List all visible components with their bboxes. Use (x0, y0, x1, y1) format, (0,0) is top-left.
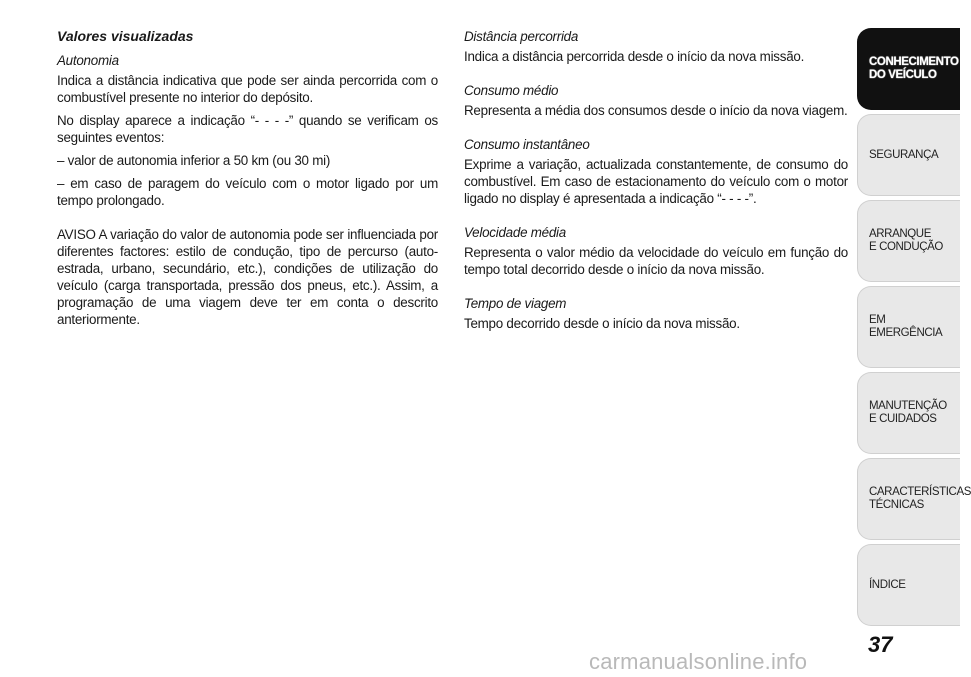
tab-label: MANUTENÇÃO E CUIDADOS (869, 400, 947, 425)
right-column (464, 28, 848, 349)
velocidade-media-heading: Velocidade média (464, 225, 566, 240)
left-column (57, 28, 438, 334)
tab-label: ÍNDICE (869, 578, 906, 591)
tab-label: ARRANQUE E CONDUÇÃO (869, 228, 943, 253)
tab-em-emergencia[interactable] (857, 286, 960, 368)
tab-caracteristicas-tecnicas[interactable] (857, 458, 971, 540)
tab-label: CARACTERÍSTICAS TÉCNICAS (869, 486, 971, 511)
tab-label: CONHECIMENTO DO VEÍCULO (869, 56, 959, 81)
page-number: 37 (868, 632, 893, 657)
consumo-medio-text: Representa a média dos consumos desde o início da nova viagem. (464, 103, 848, 118)
velocidade-media-block (464, 224, 848, 278)
tempo-viagem-heading: Tempo de viagem (464, 296, 567, 311)
chapter-tabs (857, 28, 971, 630)
velocidade-media-text: Representa o valor médio da velocidade do veículo em função do tempo total decorrido desde o início da nova missão. (464, 245, 848, 277)
tab-label: EM EMERGÊNCIA (869, 314, 943, 339)
tab-seguranca[interactable] (857, 114, 960, 196)
autonomia-paragraph-2: No display aparece a indicação “- - - -” quando se verificam os seguintes eventos: (57, 113, 438, 145)
tab-manutencao-e-cuidados[interactable] (857, 372, 960, 454)
consumo-instantaneo-text: Exprime a variação, actualizada constantemente, de consumo do combustível. Em caso de estacionamento do veículo com o motor ligado no display é apresentada a indicação “- - - -”. (464, 157, 848, 206)
consumo-medio-heading: Consumo médio (464, 83, 559, 98)
watermark: carmanualsonline.info (589, 649, 808, 674)
tab-arranque-e-conducao[interactable] (857, 200, 960, 282)
distancia-text: Indica a distância percorrida desde o início da nova missão. (464, 49, 805, 64)
aviso-paragraph: AVISO A variação do valor de autonomia pode ser influenciada por diferentes factores: estilo de condução, tipo de percurso (auto-estrada, urbano, secundário, etc.), condições de utilização do veículo (carga transportada, pressão dos pneus, etc.). Assim, a programação de uma viagem deve ter em conta o descrito anteriormente. (57, 227, 438, 327)
consumo-instantaneo-block (464, 136, 848, 207)
tempo-viagem-block (464, 295, 848, 332)
autonomia-bullet-1: – valor de autonomia inferior a 50 km (ou 30 mi) (57, 153, 331, 168)
distancia-heading: Distância percorrida (464, 29, 579, 44)
autonomia-heading: Autonomia (57, 53, 119, 68)
tab-conhecimento-do-veiculo[interactable] (857, 28, 960, 110)
tab-indice[interactable] (857, 544, 960, 626)
consumo-instantaneo-heading: Consumo instantâneo (464, 137, 590, 152)
autonomia-paragraph-1: Indica a distância indicativa que pode ser ainda percorrida com o combustível presente no interior do depósito. (57, 73, 438, 105)
distancia-block (464, 28, 848, 65)
tab-label: SEGURANÇA (869, 148, 939, 161)
section-title: Valores visualizadas (57, 28, 194, 44)
consumo-medio-block (464, 82, 848, 119)
tempo-viagem-text: Tempo decorrido desde o início da nova missão. (464, 316, 740, 331)
autonomia-bullet-2: – em caso de paragem do veículo com o motor ligado por um tempo prolongado. (57, 176, 438, 208)
